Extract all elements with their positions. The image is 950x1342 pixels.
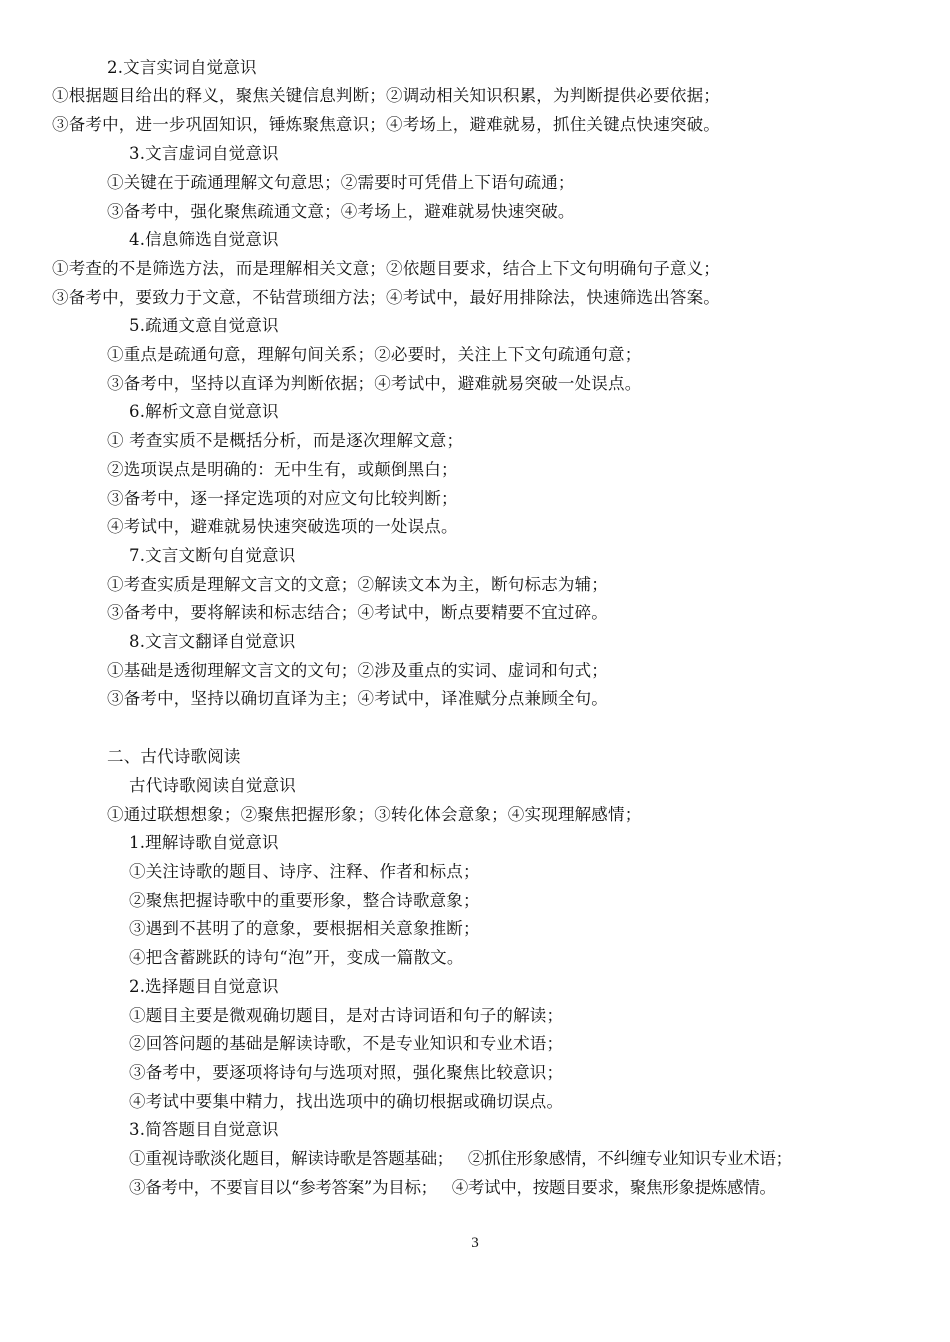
heading-wenyan-xuci: 3.文言虚词自觉意识 <box>129 144 279 163</box>
subheading-poetry: 古代诗歌阅读自觉意识 <box>129 776 296 795</box>
text-line: ③备考中，坚持以确切直译为主；④考试中，译准赋分点兼顾全句。 <box>107 689 608 708</box>
text-line: ③备考中，逐一择定选项的对应文句比较判断； <box>107 489 458 508</box>
text-line: ①考查实质是理解文言文的文意；②解读文本为主，断句标志为辅； <box>107 575 608 594</box>
text-line: ①关键在于疏通理解文句意思；②需要时可凭借上下语句疏通； <box>107 173 575 192</box>
text-line: ①通过联想想象；②聚焦把握形象；③转化体会意象；④实现理解感情； <box>107 805 642 824</box>
text-line: ③备考中，强化聚焦疏通文意；④考场上，避难就易快速突破。 <box>107 202 575 221</box>
text-line: ②选项误点是明确的：无中生有，或颠倒黑白； <box>107 460 458 479</box>
heading-duanju: 7.文言文断句自觉意识 <box>129 546 296 565</box>
text-line: ④把含蓄跳跃的诗句“泡”开，变成一篇散文。 <box>129 948 464 967</box>
text-line: ①重点是疏通句意，理解句间关系；②必要时，关注上下文句疏通句意； <box>107 345 642 364</box>
heading-xuanze-timu: 2.选择题目自觉意识 <box>129 977 279 996</box>
heading-shutong-wenyi: 5.疏通文意自觉意识 <box>129 316 279 335</box>
page-number: 3 <box>471 1235 479 1251</box>
text-line: ①题目主要是微观确切题目，是对古诗词语和句子的解读； <box>129 1006 564 1025</box>
text-line: ③遇到不甚明了的意象，要根据相关意象推断； <box>129 919 480 938</box>
heading-jianda-timu: 3.简答题目自觉意识 <box>129 1120 279 1139</box>
text-line: ①重视诗歌淡化题目，解读诗歌是答题基础； ②抓住形象感情，不纠缠专业知识专业术语； <box>129 1149 792 1168</box>
section-heading-poetry: 二、古代诗歌阅读 <box>107 747 241 766</box>
text-line: ①基础是透彻理解文言文的文句；②涉及重点的实词、虚词和句式； <box>107 661 608 680</box>
text-line: ②回答问题的基础是解读诗歌，不是专业知识和专业术语； <box>129 1034 564 1053</box>
heading-jiexi-wenyi: 6.解析文意自觉意识 <box>129 402 279 421</box>
text-line: ④考试中要集中精力，找出选项中的确切根据或确切误点。 <box>129 1092 564 1111</box>
heading-wenyan-shici: 2.文言实词自觉意识 <box>107 58 257 77</box>
text-line: ③备考中，要致力于文意，不钻营琐细方法；④考试中，最好用排除法，快速筛选出答案。 <box>52 288 720 307</box>
text-line: ③备考中，进一步巩固知识，锤炼聚焦意识；④考场上，避难就易，抓住关键点快速突破。 <box>52 115 720 134</box>
text-line: ③备考中，坚持以直译为判断依据；④考试中，避难就易突破一处误点。 <box>107 374 642 393</box>
text-line: ③备考中，不要盲目以“参考答案”为目标； ④考试中，按题目要求，聚焦形象提炼感情。 <box>129 1178 776 1197</box>
heading-fanyi: 8.文言文翻译自觉意识 <box>129 632 296 651</box>
text-line: ②聚焦把握诗歌中的重要形象，整合诗歌意象； <box>129 891 480 910</box>
text-line: ③备考中，要逐项将诗句与选项对照，强化聚焦比较意识； <box>129 1063 564 1082</box>
text-line: ① 考查实质不是概括分析，而是逐次理解文意； <box>107 431 464 450</box>
text-line: ①关注诗歌的题目、诗序、注释、作者和标点； <box>129 862 480 881</box>
text-line: ④考试中，避难就易快速突破选项的一处误点。 <box>107 517 458 536</box>
text-line: ①考查的不是筛选方法，而是理解相关文意；②依题目要求，结合上下文句明确句子意义； <box>52 259 720 278</box>
heading-lijie-shige: 1.理解诗歌自觉意识 <box>129 833 279 852</box>
heading-xinxi-shaixuan: 4.信息筛选自觉意识 <box>129 230 279 249</box>
text-line: ①根据题目给出的释义，聚焦关键信息判断；②调动相关知识积累，为判断提供必要依据； <box>52 86 720 105</box>
text-line: ③备考中，要将解读和标志结合；④考试中，断点要精要不宜过碎。 <box>107 603 608 622</box>
